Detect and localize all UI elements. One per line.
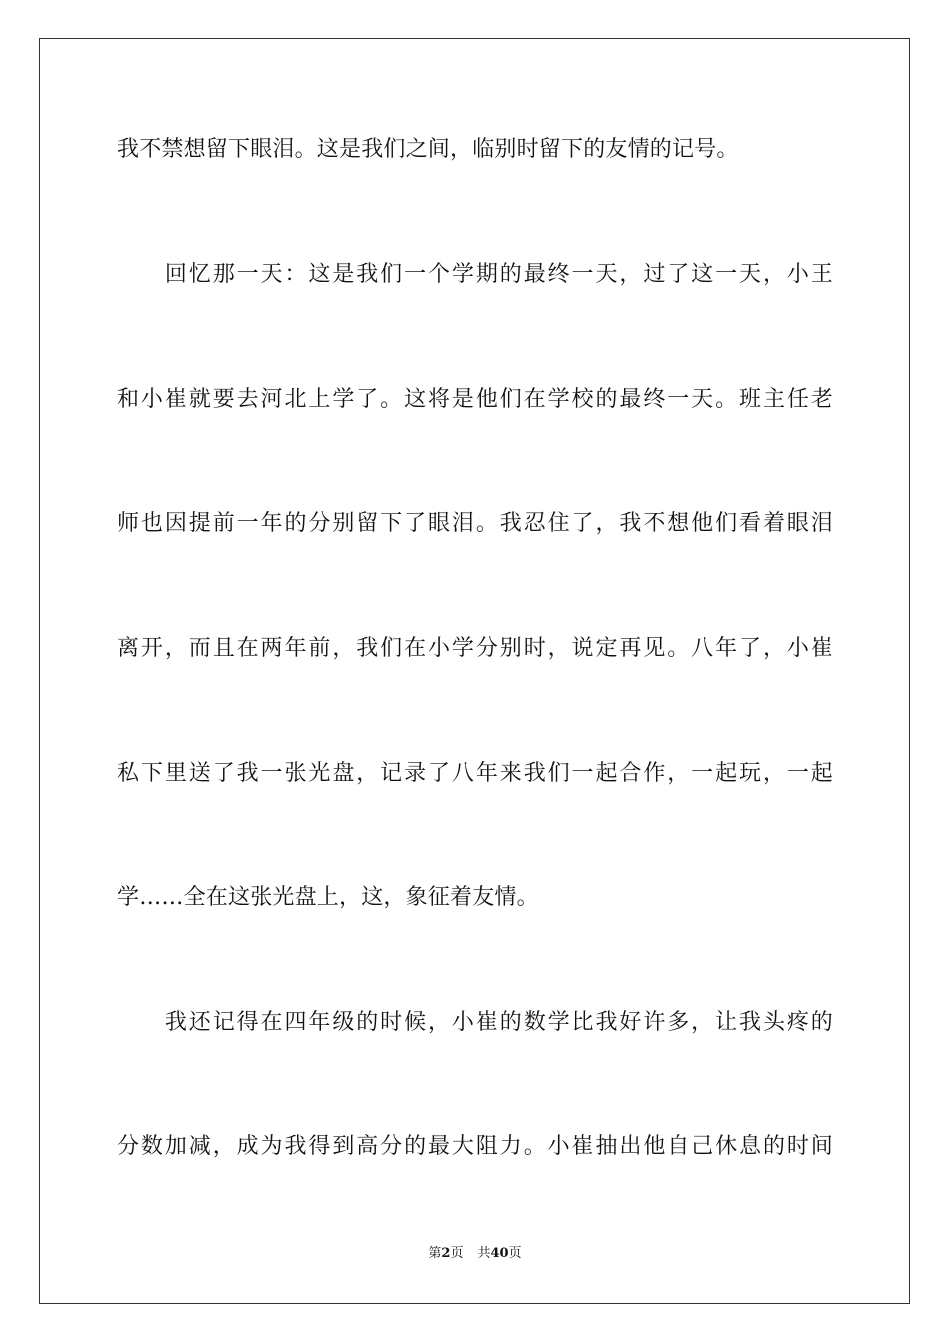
text-line-8: 我还记得在四年级的时候，小崔的数学比我好许多，让我头疼的 bbox=[117, 1010, 833, 1035]
page-label-prefix: 第 bbox=[428, 1246, 442, 1261]
total-label-prefix: 共 bbox=[477, 1246, 491, 1261]
text-line-3: 和小崔就要去河北上学了。这将是他们在学校的最终一天。班主任老 bbox=[117, 387, 833, 412]
text-line-2: 回忆那一天：这是我们一个学期的最终一天，过了这一天，小王 bbox=[117, 262, 833, 287]
text-line-1: 我不禁想留下眼泪。这是我们之间，临别时留下的友情的记号。 bbox=[117, 137, 739, 162]
total-label-suffix: 页 bbox=[508, 1246, 522, 1261]
text-line-5: 离开，而且在两年前，我们在小学分别时，说定再见。八年了，小崔 bbox=[117, 636, 833, 661]
page-label-suffix: 页 bbox=[450, 1246, 464, 1261]
text-line-4: 师也因提前一年的分别留下了眼泪。我忍住了，我不想他们看着眼泪 bbox=[117, 511, 833, 536]
page-number: 2 bbox=[441, 1246, 451, 1261]
text-line-7: 学……全在这张光盘上，这，象征着友情。 bbox=[117, 885, 539, 910]
page-footer bbox=[0, 1245, 950, 1263]
total-pages: 40 bbox=[490, 1246, 509, 1261]
text-line-6: 私下里送了我一张光盘，记录了八年来我们一起合作，一起玩，一起 bbox=[117, 761, 833, 786]
text-line-9: 分数加减，成为我得到高分的最大阻力。小崔抽出他自己休息的时间 bbox=[117, 1134, 833, 1159]
page-border bbox=[39, 38, 910, 1304]
